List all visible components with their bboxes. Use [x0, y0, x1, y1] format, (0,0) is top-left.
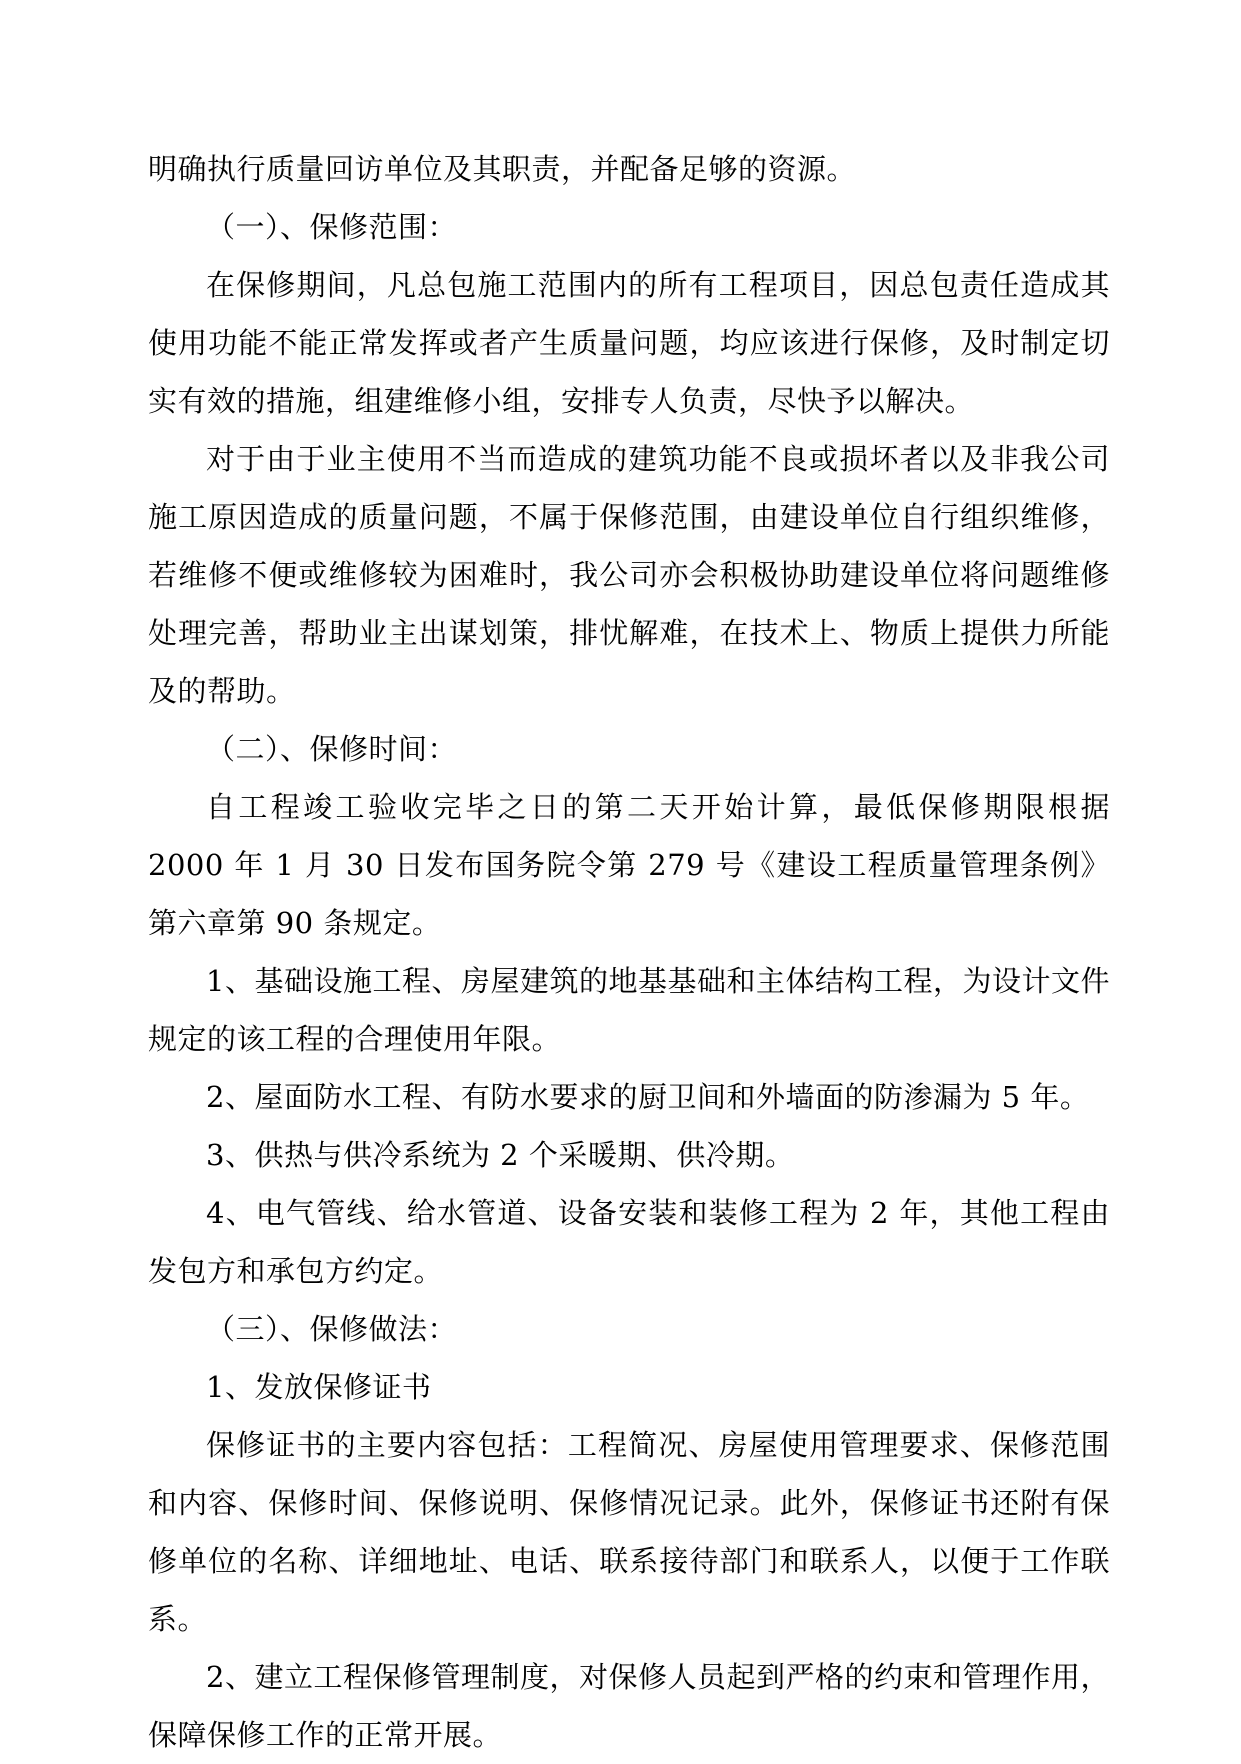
list-item-foundation: 1、基础设施工程、房屋建筑的地基基础和主体结构工程，为设计文件规定的该工程的合理使用年限。	[148, 964, 1110, 1056]
heading-warranty-method: （三）、保修做法：	[206, 1312, 458, 1346]
list-item-waterproofing: 2、屋面防水工程、有防水要求的厨卫间和外墙面的防渗漏为 5 年。	[206, 1080, 1090, 1114]
paragraph-warranty-period: 自工程竣工验收完毕之日的第二天开始计算，最低保修期限根据 2000 年 1 月 30 日发布国务院令第 279 号《建设工程质量管理条例》第六章第 90 条规定。	[148, 790, 1110, 940]
paragraph-exclusions: 对于由于业主使用不当而造成的建筑功能不良或损坏者以及非我公司施工原因造成的质量问题，不属于保修范围，由建设单位自行组织维修，若维修不便或维修较为困难时，我公司亦会积极协助建设单位将问题维修处理完善，帮助业主出谋划策，排忧解难，在技术上、物质上提供力所能及的帮助。	[148, 442, 1110, 708]
heading-warranty-scope: （一）、保修范围：	[206, 210, 458, 244]
paragraph-resources: 明确执行质量回访单位及其职责，并配备足够的资源。	[148, 152, 857, 186]
heading-warranty-period: （二）、保修时间：	[206, 732, 458, 766]
list-item-electrical: 4、电气管线、给水管道、设备安装和装修工程为 2 年，其他工程由发包方和承包方约定。	[148, 1196, 1110, 1288]
list-item-heating-cooling: 3、供热与供冷系统为 2 个采暖期、供冷期。	[206, 1138, 795, 1172]
document-body	[148, 140, 1110, 1764]
paragraph-certificate-content: 保修证书的主要内容包括：工程简况、房屋使用管理要求、保修范围和内容、保修时间、保修说明、保修情况记录。此外，保修证书还附有保修单位的名称、详细地址、电话、联系接待部门和联系人，以便于工作联系。	[148, 1428, 1110, 1636]
paragraph-warranty-scope: 在保修期间，凡总包施工范围内的所有工程项目，因总包责任造成其使用功能不能正常发挥或者产生质量问题，均应该进行保修，及时制定切实有效的措施，组建维修小组，安排专人负责，尽快予以解决。	[148, 268, 1110, 418]
list-item-certificate: 1、发放保修证书	[206, 1370, 432, 1404]
list-item-management-system: 2、建立工程保修管理制度，对保修人员起到严格的约束和管理作用，保障保修工作的正常开展。	[148, 1660, 1110, 1752]
